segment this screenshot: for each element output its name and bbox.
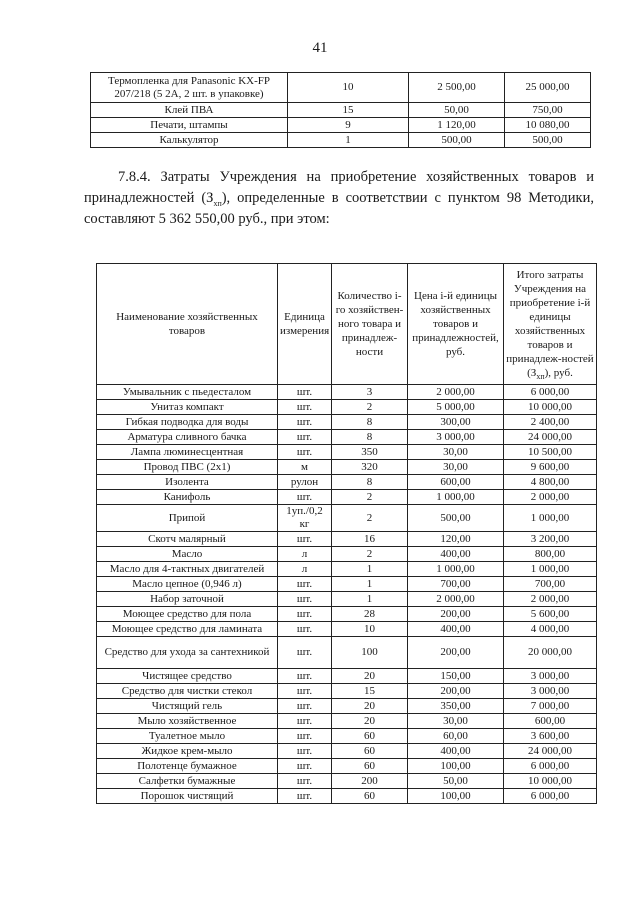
table-cell: Арматура сливного бачка xyxy=(97,430,278,445)
table-row xyxy=(97,592,597,607)
table-cell: Канифоль xyxy=(97,490,278,505)
table-cell: 400,00 xyxy=(408,547,504,562)
table-cell: 800,00 xyxy=(504,547,597,562)
table-row xyxy=(97,385,597,400)
table-cell: 2 xyxy=(332,505,408,532)
table-cell: 320 xyxy=(332,460,408,475)
table-row xyxy=(97,445,597,460)
table-cell: шт. xyxy=(278,759,332,774)
table-cell: шт. xyxy=(278,622,332,637)
table-cell: Провод ПВС (2х1) xyxy=(97,460,278,475)
table-cell: 700,00 xyxy=(504,577,597,592)
table-cell: 6 000,00 xyxy=(504,789,597,804)
table-row xyxy=(97,622,597,637)
table-cell: 1уп./0,2 кг xyxy=(278,505,332,532)
table-cell: шт. xyxy=(278,415,332,430)
table-row xyxy=(91,103,591,118)
table-row xyxy=(97,577,597,592)
table-cell: 1 xyxy=(332,592,408,607)
table-cell: Припой xyxy=(97,505,278,532)
table-cell: Масло xyxy=(97,547,278,562)
table-cell: 500,00 xyxy=(505,133,591,148)
table-row xyxy=(97,547,597,562)
table-cell: 350 xyxy=(332,445,408,460)
table-cell: 1 xyxy=(332,562,408,577)
table-cell: 7 000,00 xyxy=(504,699,597,714)
table-cell: 20 xyxy=(332,699,408,714)
table-cell: 10 000,00 xyxy=(504,774,597,789)
table-cell: 8 xyxy=(332,475,408,490)
table-cell: Чистящее средство xyxy=(97,669,278,684)
table-cell: 350,00 xyxy=(408,699,504,714)
table-cell: 25 000,00 xyxy=(505,73,591,103)
table-cell: Масло цепное (0,946 л) xyxy=(97,577,278,592)
table-cell: Печати, штампы xyxy=(91,118,288,133)
table-cell: 3 600,00 xyxy=(504,729,597,744)
table-cell: 120,00 xyxy=(408,532,504,547)
table-cell: 16 xyxy=(332,532,408,547)
table-cell: 4 800,00 xyxy=(504,475,597,490)
table-row xyxy=(97,475,597,490)
table-cell: Унитаз компакт xyxy=(97,400,278,415)
table-cell: 3 000,00 xyxy=(504,684,597,699)
table-cell: 200,00 xyxy=(408,637,504,669)
table-cell: 1 xyxy=(332,577,408,592)
table-cell: 600,00 xyxy=(504,714,597,729)
table-cell: 10 xyxy=(332,622,408,637)
table-cell: Изолента xyxy=(97,475,278,490)
table-cell: шт. xyxy=(278,699,332,714)
table-cell: Набор заточной xyxy=(97,592,278,607)
table-row xyxy=(97,684,597,699)
table-cell: 500,00 xyxy=(409,133,505,148)
table-row xyxy=(97,744,597,759)
table-cell: 15 xyxy=(332,684,408,699)
table-row xyxy=(91,118,591,133)
table-cell: 2 000,00 xyxy=(408,592,504,607)
table-row xyxy=(97,400,597,415)
supplies-table-continued xyxy=(90,72,591,148)
table-cell: Мыло хозяйственное xyxy=(97,714,278,729)
table-cell: Туалетное мыло xyxy=(97,729,278,744)
table-cell: м xyxy=(278,460,332,475)
page-number: 41 xyxy=(312,40,328,56)
table-cell: 24 000,00 xyxy=(504,430,597,445)
table-cell: 10 080,00 xyxy=(505,118,591,133)
table-cell: 10 500,00 xyxy=(504,445,597,460)
table-cell: шт. xyxy=(278,577,332,592)
table-cell: 28 xyxy=(332,607,408,622)
table-cell: 150,00 xyxy=(408,669,504,684)
table-row xyxy=(97,430,597,445)
table-cell: 24 000,00 xyxy=(504,744,597,759)
table-cell: 60 xyxy=(332,759,408,774)
table-cell: Клей ПВА xyxy=(91,103,288,118)
table-cell: 20 000,00 xyxy=(504,637,597,669)
table-cell: 5 600,00 xyxy=(504,607,597,622)
table-row xyxy=(97,669,597,684)
table-cell: 300,00 xyxy=(408,415,504,430)
table-cell: Салфетки бумажные xyxy=(97,774,278,789)
table-cell: шт. xyxy=(278,774,332,789)
table-cell: рулон xyxy=(278,475,332,490)
table-cell: 2 500,00 xyxy=(409,73,505,103)
table-cell: 200,00 xyxy=(408,684,504,699)
table-cell: 3 000,00 xyxy=(504,669,597,684)
table-row xyxy=(91,73,591,103)
table-cell: 2 xyxy=(332,490,408,505)
table-cell: Калькулятор xyxy=(91,133,288,148)
table-cell: 2 000,00 xyxy=(504,490,597,505)
table-cell: 20 xyxy=(332,669,408,684)
table-cell: л xyxy=(278,547,332,562)
table-cell: Жидкое крем-мыло xyxy=(97,744,278,759)
table-cell: шт. xyxy=(278,637,332,669)
table-cell: 10 000,00 xyxy=(504,400,597,415)
table-cell: 200,00 xyxy=(408,607,504,622)
table-cell: шт. xyxy=(278,729,332,744)
table-cell: 10 xyxy=(288,73,409,103)
table-cell: 9 xyxy=(288,118,409,133)
header-quantity: Количество i-го хозяйствен-ного товара и принадлеж-ности xyxy=(332,264,408,385)
table-cell: 30,00 xyxy=(408,445,504,460)
table-cell: Термопленка для Panasonic KX-FP 207/218 (5 2A, 2 шт. в упаковке) xyxy=(91,73,288,103)
table-cell: Моющее средство для ламината xyxy=(97,622,278,637)
table-row xyxy=(97,562,597,577)
table-cell: 1 120,00 xyxy=(409,118,505,133)
table-cell: 200 xyxy=(332,774,408,789)
header-unit: Единица измерения xyxy=(278,264,332,385)
table-cell: шт. xyxy=(278,592,332,607)
table-cell: 400,00 xyxy=(408,622,504,637)
table-row xyxy=(97,607,597,622)
table-cell: 400,00 xyxy=(408,744,504,759)
table-cell: л xyxy=(278,562,332,577)
table-row xyxy=(97,789,597,804)
table-cell: 60 xyxy=(332,744,408,759)
table-cell: 30,00 xyxy=(408,714,504,729)
table-cell: 1 000,00 xyxy=(408,490,504,505)
table-cell: 1 xyxy=(288,133,409,148)
table-cell: 50,00 xyxy=(408,774,504,789)
table-row xyxy=(91,133,591,148)
table-cell: шт. xyxy=(278,385,332,400)
section-7-8-4-paragraph: 7.8.4. Затраты Учреждения на приобретение хозяйственных товаров и принадлежностей $(З_{хп})$, определенные в соответствии с пунктом 98 Методики, составляют 5 362 550,00 руб., при этом: xyxy=(84,169,594,227)
table-cell: Гибкая подводка для воды xyxy=(97,415,278,430)
table-row xyxy=(97,759,597,774)
table-cell: 4 000,00 xyxy=(504,622,597,637)
table-cell: шт. xyxy=(278,400,332,415)
table-cell: 6 000,00 xyxy=(504,759,597,774)
table-cell: 20 xyxy=(332,714,408,729)
table-cell: 2 400,00 xyxy=(504,415,597,430)
table-row xyxy=(97,729,597,744)
table-cell: Масло для 4-тактных двигателей xyxy=(97,562,278,577)
table-row xyxy=(97,532,597,547)
table-cell: Средство для чистки стекол xyxy=(97,684,278,699)
table-cell: 1 000,00 xyxy=(504,562,597,577)
table-cell: 15 xyxy=(288,103,409,118)
table-cell: 3 xyxy=(332,385,408,400)
table-cell: 8 xyxy=(332,415,408,430)
table-row xyxy=(97,415,597,430)
table-cell: Порошок чистящий xyxy=(97,789,278,804)
table-cell: 2 xyxy=(332,400,408,415)
table-cell: 100,00 xyxy=(408,789,504,804)
table-cell: 60,00 xyxy=(408,729,504,744)
table-cell: шт. xyxy=(278,744,332,759)
table-cell: 750,00 xyxy=(505,103,591,118)
table-cell: 60 xyxy=(332,789,408,804)
table-cell: 100 xyxy=(332,637,408,669)
table-row xyxy=(97,699,597,714)
header-total: Итого затраты Учреждения на приобретение i-й единицы хозяйственных товаров и принадлеж-ностей $(З_{хп})$, руб. xyxy=(504,264,597,385)
table-cell: 8 xyxy=(332,430,408,445)
table-cell: 2 000,00 xyxy=(504,592,597,607)
table-cell: 60 xyxy=(332,729,408,744)
table-row xyxy=(97,637,597,669)
table-cell: 3 200,00 xyxy=(504,532,597,547)
table-cell: шт. xyxy=(278,669,332,684)
table-cell: 1 000,00 xyxy=(504,505,597,532)
table-row xyxy=(97,774,597,789)
table-cell: 2 000,00 xyxy=(408,385,504,400)
table-cell: шт. xyxy=(278,430,332,445)
table-cell: 1 000,00 xyxy=(408,562,504,577)
table-cell: 30,00 xyxy=(408,460,504,475)
table-cell: 50,00 xyxy=(409,103,505,118)
table-cell: 600,00 xyxy=(408,475,504,490)
table-row xyxy=(97,490,597,505)
table-cell: Скотч малярный xyxy=(97,532,278,547)
table-cell: шт. xyxy=(278,490,332,505)
table-cell: 700,00 xyxy=(408,577,504,592)
table-row xyxy=(97,714,597,729)
table-cell: 100,00 xyxy=(408,759,504,774)
table-cell: шт. xyxy=(278,532,332,547)
table-cell: Умывальник с пьедесталом xyxy=(97,385,278,400)
table-cell: шт. xyxy=(278,714,332,729)
table-cell: шт. xyxy=(278,789,332,804)
table-cell: 9 600,00 xyxy=(504,460,597,475)
table-row xyxy=(97,505,597,532)
table-cell: Моющее средство для пола xyxy=(97,607,278,622)
header-price: Цена i-й единицы хозяйственных товаров и принадлежностей, руб. xyxy=(408,264,504,385)
table-header-row xyxy=(97,264,597,385)
header-name: Наименование хозяйственных товаров xyxy=(97,264,278,385)
table-cell: 3 000,00 xyxy=(408,430,504,445)
table-cell: 5 000,00 xyxy=(408,400,504,415)
table-row xyxy=(97,460,597,475)
table-cell: Полотенце бумажное xyxy=(97,759,278,774)
table-cell: 500,00 xyxy=(408,505,504,532)
table-cell: 6 000,00 xyxy=(504,385,597,400)
table-cell: Лампа люминесцентная xyxy=(97,445,278,460)
table-cell: шт. xyxy=(278,445,332,460)
household-goods-table xyxy=(96,263,597,804)
table-cell: Средство для ухода за сантехникой xyxy=(97,637,278,669)
table-cell: 2 xyxy=(332,547,408,562)
table-cell: Чистящий гель xyxy=(97,699,278,714)
table-cell: шт. xyxy=(278,607,332,622)
table-cell: шт. xyxy=(278,684,332,699)
